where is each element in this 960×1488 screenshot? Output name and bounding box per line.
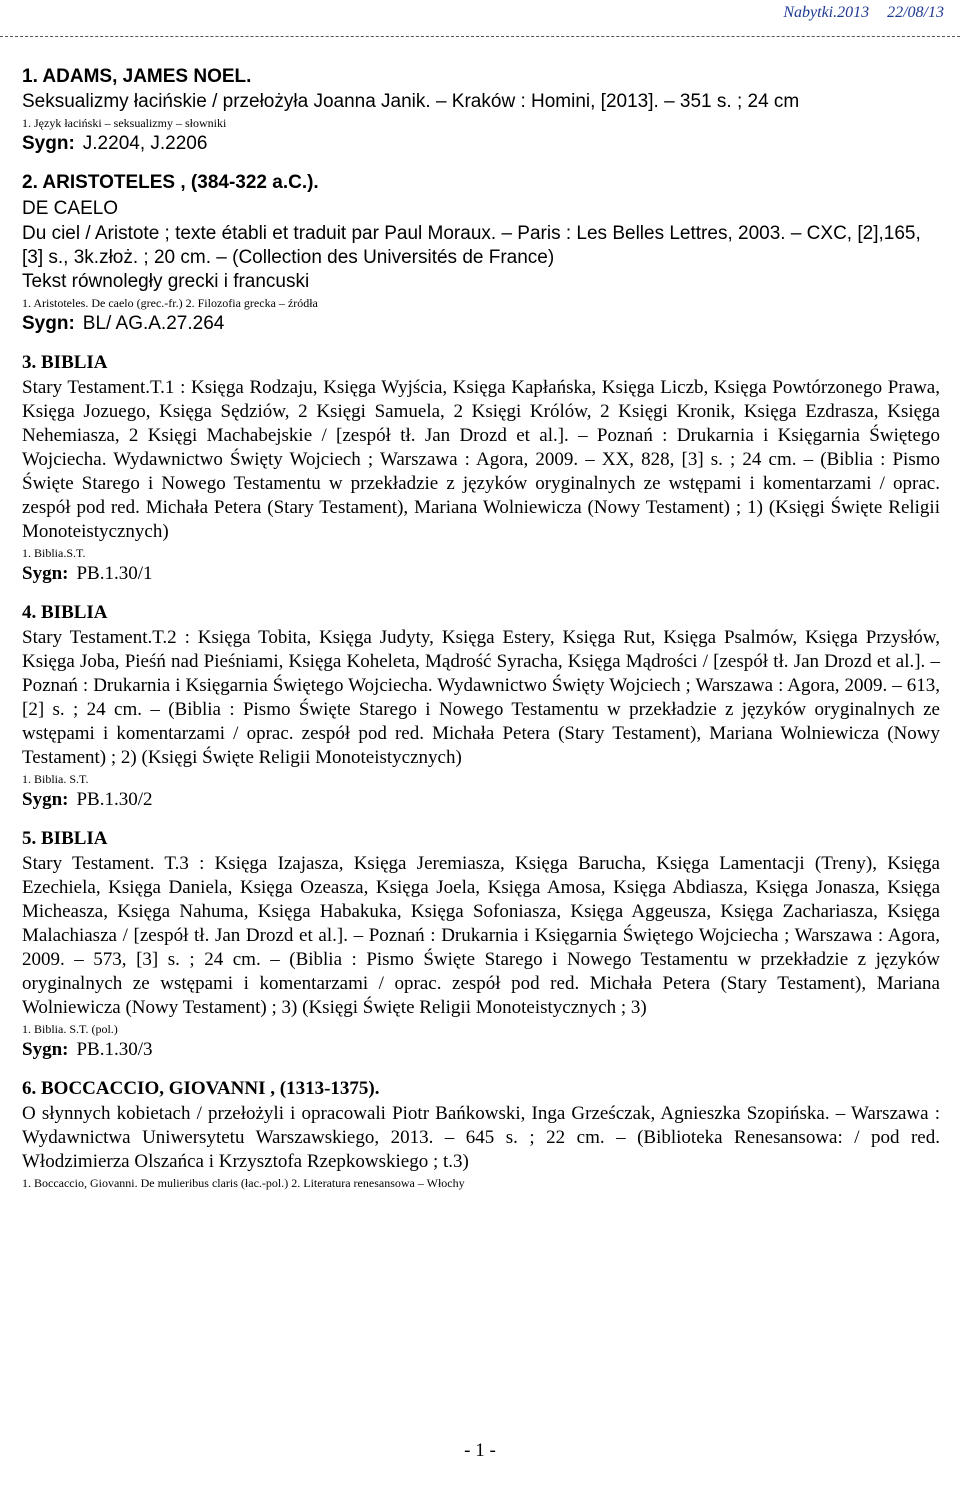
entry-signature xyxy=(22,1038,940,1062)
entry-5 xyxy=(22,826,940,1062)
document-body xyxy=(22,64,940,1192)
entry-uniform-title: DE CAELO xyxy=(22,198,119,219)
entry-description: Stary Testament. T.3 : Księga Izajasza, Księga Jeremiasza, Księga Barucha, Księga Lamentacji (Treny), Księga Ezechiela, Księga Daniela, Księga Ozeasza, Księga Joela, Księga Amosa, Księga Abdiasza, Księga Jonasza, Księga Micheasza, Księga Nahuma, Księga Habakuka, Księga Sofoniasza, Księga Aggeusza, Księga Zachariasza, Księga Malachiasza / [zespół tł. Jan Drozd et al.]. – Poznań : Drukarnia i Księgarnia Świętego Wojciecha ; Warszawa : Agora, 2009. – 573, [3] s. ; 24 cm. – (Biblia : Pismo Święte Starego i Nowego Testamentu w przekładzie z języków oryginalnych ze wstępami i komentarzami / oprac. zespół pod red. Michała Petera (Stary Testament), Mariana Wolniewicza (Nowy Testament) ; 3) (Księgi Święte Religii Monoteistycznych ; 3) xyxy=(22,853,940,1018)
entry-subjects: 1. Język łaciński – seksualizmy – słowniki xyxy=(22,116,227,130)
entry-signature xyxy=(22,312,940,336)
signature-label: Sygn: xyxy=(22,789,69,810)
entry-1 xyxy=(22,64,940,156)
entry-description: Du ciel / Aristote ; texte établi et traduit par Paul Moraux. – Paris : Les Belles Lettres, 2003. – CXC, [2],165, [3] s., 3k.złoż. ; 20 cm. – (Collection des Universités de France) xyxy=(22,223,921,268)
entry-subjects: 1. Boccaccio, Giovanni. De mulieribus claris (łac.-pol.) 2. Literatura renesansowa – Włochy xyxy=(22,1176,465,1190)
signature-value: BL/ AG.A.27.264 xyxy=(82,313,225,334)
signature-value: PB.1.30/2 xyxy=(76,789,153,810)
signature-label: Sygn: xyxy=(22,133,75,154)
entry-2 xyxy=(22,170,940,336)
entry-heading: 1. ADAMS, JAMES NOEL. xyxy=(22,66,252,87)
entry-subjects: 1. Biblia. S.T. (pol.) xyxy=(22,1022,118,1036)
entry-description: Seksualizmy łacińskie / przełożyła Joanna Janik. – Kraków : Homini, [2013]. – 351 s. ; 24 cm xyxy=(22,91,800,112)
signature-label: Sygn: xyxy=(22,313,75,334)
header-date: 22/08/13 xyxy=(887,4,944,21)
entry-signature xyxy=(22,562,940,586)
entry-description: O słynnych kobietach / przełożyli i opracowali Piotr Bańkowski, Inga Grześczak, Agnieszka Szopińska. – Warszawa : Wydawnictwa Uniwersytetu Warszawskiego, 2013. – 645 s. ; 22 cm. – (Biblioteka Renesansowa: / pod red. Włodzimierza Olszańca i Krzysztofa Rzepkowskiego ; t.3) xyxy=(22,1103,940,1172)
entry-signature xyxy=(22,788,940,812)
signature-value: PB.1.30/1 xyxy=(76,563,153,584)
entry-heading: 6. BOCCACCIO, GIOVANNI , (1313-1375). xyxy=(22,1078,380,1099)
signature-label: Sygn: xyxy=(22,563,69,584)
entry-heading: 4. BIBLIA xyxy=(22,602,108,623)
signature-value: PB.1.30/3 xyxy=(76,1039,153,1060)
entry-heading: 5. BIBLIA xyxy=(22,828,108,849)
entry-3 xyxy=(22,350,940,586)
entry-description: Stary Testament.T.1 : Księga Rodzaju, Księga Wyjścia, Księga Kapłańska, Księga Liczb, Księga Powtórzonego Prawa, Księga Jozuego, Księga Sędziów, 2 Księgi Samuela, 2 Księgi Królów, 2 Księgi Kronik, Księga Ezdrasza, Księga Nehemiasza, 2 Księgi Machabejskie / [zespół tł. Jan Drozd et al.]. – Poznań : Drukarnia i Księgarnia Świętego Wojciecha. Wydawnictwo Święty Wojciech ; Warszawa : Agora, 2009. – XX, 828, [3] s. ; 24 cm. – (Biblia : Pismo Święte Starego i Nowego Testamentu w przekładzie z języków oryginalnych ze wstępami i komentarzami / oprac. zespół pod red. Michała Petera (Stary Testament), Mariana Wolniewicza (Nowy Testament) ; 1) (Księgi Święte Religii Monoteistycznych) xyxy=(22,377,940,542)
entry-subjects: 1. Biblia.S.T. xyxy=(22,546,86,560)
signature-label: Sygn: xyxy=(22,1039,69,1060)
entry-note: Tekst równoległy grecki i francuski xyxy=(22,271,310,292)
header-divider xyxy=(0,36,960,37)
header-label: Nabytki.2013 xyxy=(783,4,870,21)
entry-heading: 2. ARISTOTELES , (384-322 a.C.). xyxy=(22,172,319,193)
entry-subjects: 1. Aristoteles. De caelo (grec.-fr.) 2. Filozofia grecka – źródła xyxy=(22,296,318,310)
page-header xyxy=(783,4,944,22)
page-number: - 1 - xyxy=(464,1440,496,1461)
entry-4 xyxy=(22,600,940,812)
entry-6 xyxy=(22,1076,940,1192)
entry-signature xyxy=(22,132,940,156)
entry-description: Stary Testament.T.2 : Księga Tobita, Księga Judyty, Księga Estery, Księga Rut, Księga Psalmów, Księga Przysłów, Księga Joba, Pieśń nad Pieśniami, Księga Koheleta, Mądrość Syracha, Księga Mądrości / [zespół tł. Jan Drozd et al.]. – Poznań : Drukarnia i Księgarnia Świętego Wojciecha. Wydawnictwo Święty Wojciech ; Warszawa : Agora, 2009. – 613, [2] s. ; 24 cm. – (Biblia : Pismo Święte Starego i Nowego Testamentu w przekładzie z języków oryginalnych ze wstępami i komentarzami / oprac. zespół pod red. Michała Petera (Stary Testament), Mariana Wolniewicza (Nowy Testament) ; 2) (Księgi Święte Religii Monoteistycznych) xyxy=(22,627,940,768)
entry-subjects: 1. Biblia. S.T. xyxy=(22,772,89,786)
signature-value: J.2204, J.2206 xyxy=(82,133,208,154)
entry-heading: 3. BIBLIA xyxy=(22,352,108,373)
